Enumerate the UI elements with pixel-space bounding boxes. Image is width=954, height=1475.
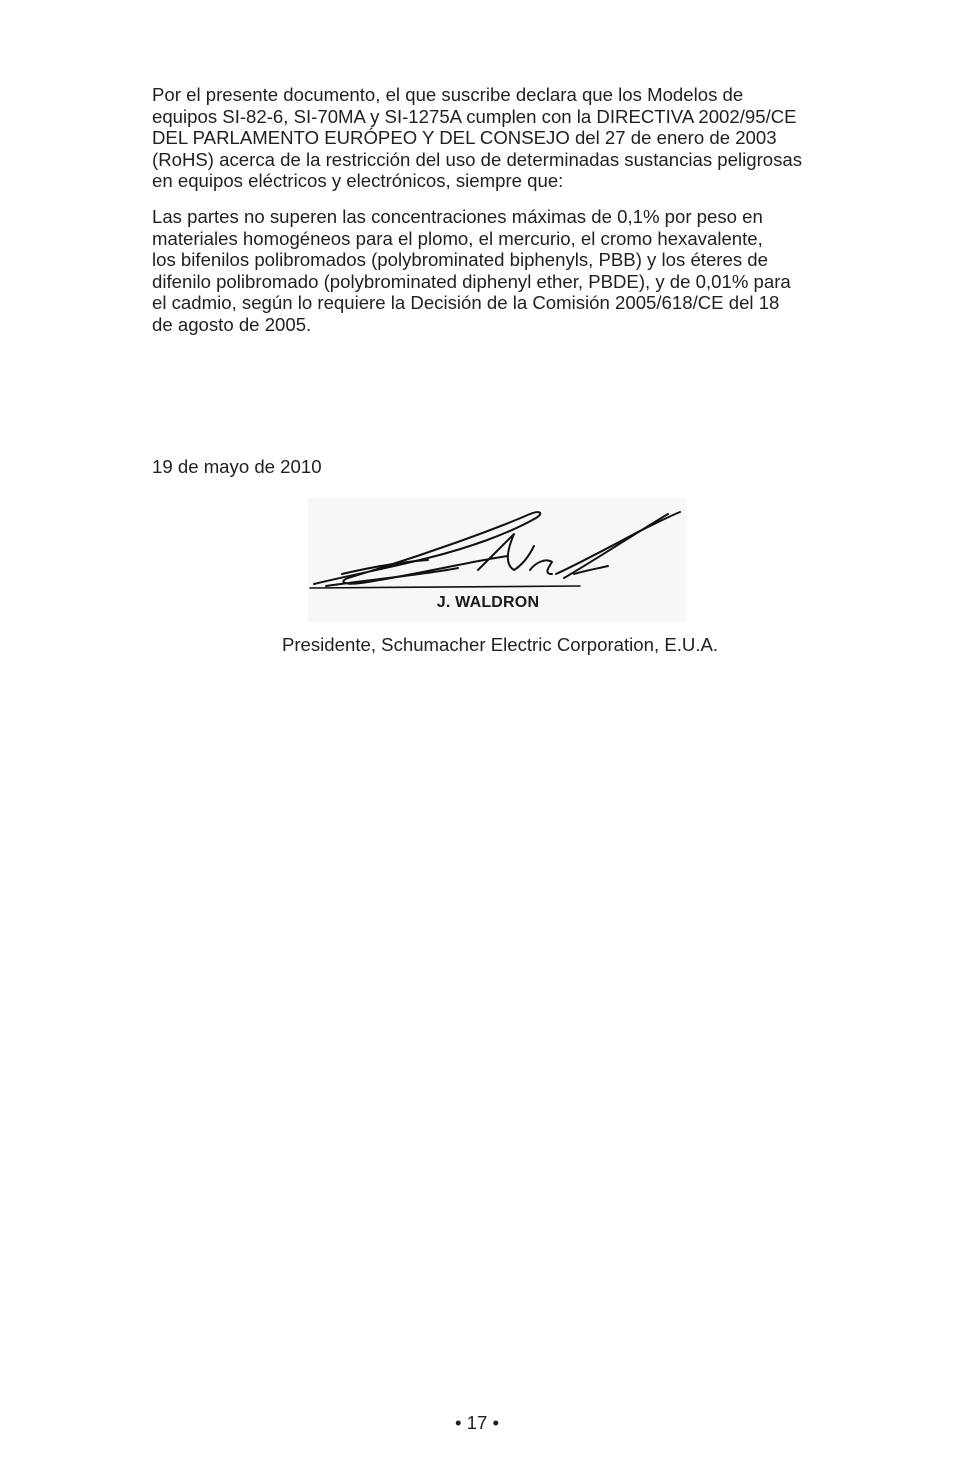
signatory-name: J. WALDRON (436, 594, 540, 611)
conditions-paragraph: Las partes no superen las concentraciones máximas de 0,1% por peso en materiales homogéneos para el plomo, el mercurio, el cromo hexavalente, los bifenilos polibromados (polybrominated biphenyls, PBB) y los éteres de difenilo polibromado (polybrominated diphenyl ether, PBDE), y de 0,01% para el cadmio, según lo requiere la Decisión de la Comisión 2005/618/CE del 18 de agosto de 2005. (152, 206, 791, 335)
signature-block (308, 498, 686, 622)
page-number: • 17 • (454, 1412, 500, 1433)
declaration-date: 19 de mayo de 2010 (152, 456, 322, 477)
declaration-paragraph: Por el presente documento, el que suscribe declara que los Modelos de equipos SI-82-6, SI-70MA y SI-1275A cumplen con la DIRECTIVA 2002/95/CE DEL PARLAMENTO EURÓPEO Y DEL CONSEJO del 27 de enero de 2003 (RoHS) acerca de la restricción del uso de determinadas sustancias peligrosas en equipos eléctricos y electrónicos, siempre que: (152, 84, 803, 192)
signatory-title: Presidente, Schumacher Electric Corporation, E.U.A. (281, 634, 719, 655)
